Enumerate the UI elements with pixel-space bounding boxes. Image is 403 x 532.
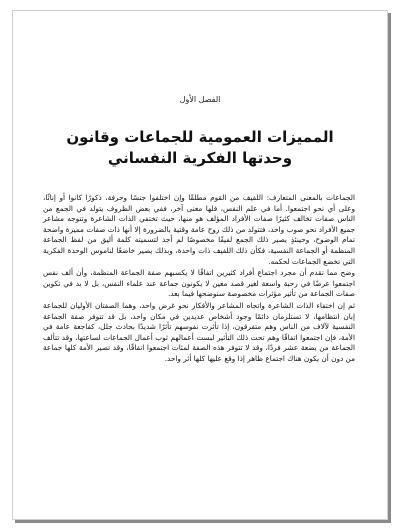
body-text: [43, 193, 355, 366]
paragraph-3: ثم إن اختفاء الذات الشاعرة واتجاه المشاعر والأفكار نحو غرض واحد، وهما الصفتان الأوليان للجماعة إبان انتظامها، لا تستلزمان دائمًا وجود أشخاص عديدين في مكان واحد، بل قد تتوفر صفة الجماعة النفسية لآلاف من الناس وهم متفرقون، إذا تأثرت نفوسهم تأثرًا شديدًا بحادث جلل، كفاجعة عامة في الأمة، فإن اجتمعوا اتفاقًا وهم تحت ذلك التأثير لبست أعمالهم ثوب أعمال الجماعات لساعتها، وقد تتألف الجماعة من بضعة عشر فردًا، وقد لا تتوفر هذه الصفة لمئات اجتمعوا اتفاقًا، وقد تصير الأمة كلها جماعة من دون أن يكون هناك اجتماع ظاهر إذا وقع عليها كلها أثر واحد.: [43, 300, 355, 363]
paragraph-1: الجماعات بالمعنى المتعارف: اللفيف من القوم مطلقًا وإن اختلفوا جنسًا وحرفة، ذكورًا كانوا أو إناثًا، وعلى أي نحو اجتمعوا. أما في علم النفس، فلها معنى آخر، ففي بعض الظروف يتولد في الجمع من الناس صفات تخالف كثيرًا صفات الأفراد المؤلف هو منها، حيث تختفي الذات الشاعرة وتتوجه مشاعر جميع الأفراد نحو صوب واحد، فتتولد من ذلك روح عامة وقتية بالضرورة إلا أنها ذات صفات مميزة واضحة تمام الوضوح، وحينئذٍ يصير ذلك الجمع لفيفًا مخصوصًا لم أجد لتسميته كلمة أليق من لفظ الجماعة المنظمة أو الجماعة النفسية، فكأن ذلك اللفيف ذات واحدة، وبذلك يصير خاضعًا لناموس الوحدة الفكرية التي تخضع الجماعات لحكمه.: [43, 193, 355, 266]
chapter-title: [13, 127, 387, 169]
chapter-title-line-1: المميزات العمومية للجماعات وقانون: [66, 128, 334, 146]
book-page: [12, 10, 388, 520]
chapter-heading: الفصل الأول: [179, 95, 221, 104]
chapter-title-line-2: وحدتها الفكرية النفساني: [107, 149, 293, 167]
paragraph-2: وضح مما تقدم أن مجرد اجتماع أفراد كثيرين اتفاقًا لا يكسبهم صفة الجماعة المنظمة، وأن ألف نفس اجتمعوا عرضًا في رحبة واسعة لغير قصد معين لا يكونون جماعة عند علماء النفس، بل لا بد في تكوين صفات الجماعة من تأثير مؤثرات مخصوصة سنوضحها فيما بعد.: [43, 268, 355, 299]
